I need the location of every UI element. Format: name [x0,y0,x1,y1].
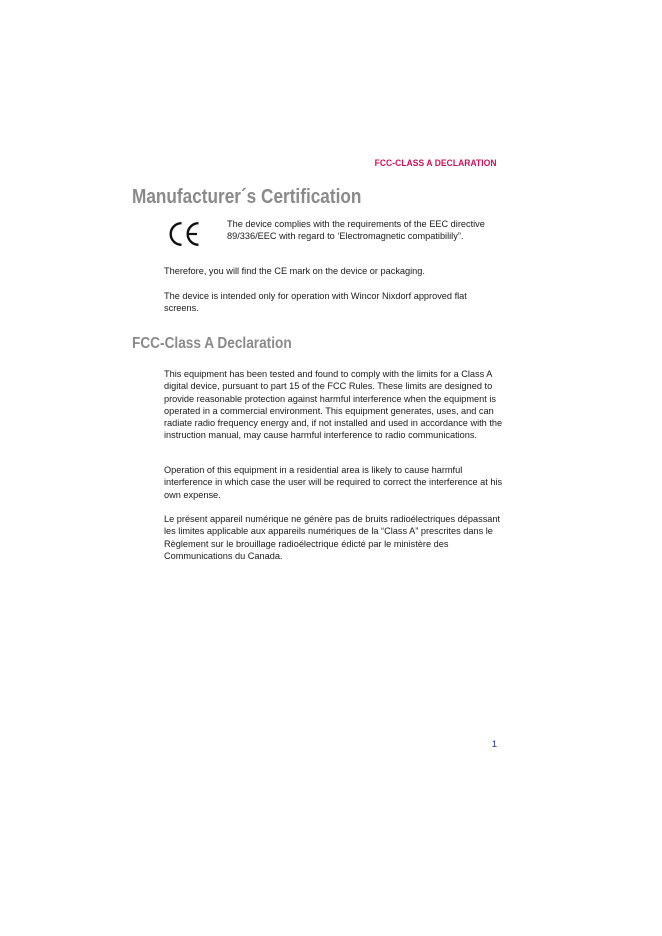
section-title-fcc: FCC-Class A Declaration [132,335,292,352]
fcc-paragraph-3-french: Le présent appareil numérique ne génère pas de bruits radioélectriques dépassant les limites applicable aux appareils numériques de la “Class A” prescrites dans le Règlement sur le brouillage radioélectrique édicté par le ministère des Communications du Canada. [164,514,501,561]
fcc-paragraph-1: This equipment has been tested and found to comply with the limits for a Class A digital device, pursuant to part 15 of the FCC Rules. These limits are designed to provide reasonable protection against harmful interference when the equipment is operated in a commercial environment. This equipment generates, uses, and can radiate radio frequency energy and, if not installed and used in accordance with the instruction manual, may cause harmful interference to radio communications. [164,369,503,441]
fcc-paragraph-2: Operation of this equipment in a residential area is likely to cause harmful interference in which case the user will be required to correct the interference at his own expense. [164,465,503,500]
section-title-certification: Manufacturer´s Certification [132,186,362,208]
intended-use-text: The device is intended only for operation with Wincor Nixdorf approved flat screens. [164,291,467,314]
ce-mark-location-text: Therefore, you will find the CE mark on the device or packaging. [164,266,425,276]
running-header: FCC-CLASS A DECLARATION [374,158,497,168]
page-number: 1 [491,739,497,750]
ce-mark-icon [166,220,202,248]
ce-compliance-text: The device complies with the requirements of the EEC directive 89/336/EEC with regard to ‘Electromagnetic compatibilily”. [227,219,485,242]
